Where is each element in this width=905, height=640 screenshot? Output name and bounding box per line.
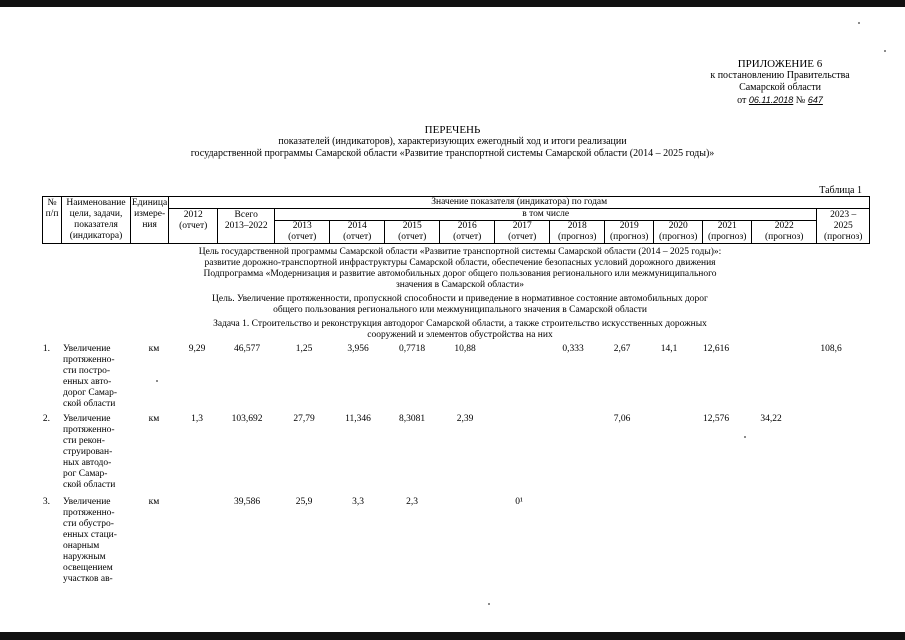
row-unit: км [148, 497, 160, 507]
col-2015-header: 2015 (отчет) [385, 221, 440, 244]
appendix-date-line [700, 94, 860, 107]
value-2021: 12,616 [702, 344, 730, 354]
col-2019-header: 2019 (прогноз) [605, 221, 654, 244]
value-2015: 0,7718 [398, 344, 426, 354]
value-2015: 2,3 [406, 497, 418, 507]
scan-speck [858, 22, 860, 24]
table-number: Таблица 1 [819, 185, 862, 196]
col-num-header: № п/п [43, 197, 62, 244]
row-number: 1. [42, 344, 50, 354]
appendix-block [700, 58, 860, 107]
scan-speck [156, 380, 158, 382]
document-heading [100, 124, 805, 160]
task-line-2: сооружений и элементов обустройства на них [367, 330, 553, 340]
col-2017-header: 2017 (отчет) [495, 221, 550, 244]
col-2022-header: 2022 (прогноз) [752, 221, 817, 244]
aim-line-1: Цель. Увеличение протяженности, пропускной способности и приведение в нормативное состояние автомобильных дорог [212, 294, 708, 304]
col-2014-header: 2014 (отчет) [330, 221, 385, 244]
value-total: 46,577 [233, 344, 261, 354]
col-2012-header: 2012 (отчет) [169, 209, 218, 244]
heading-line1: показателей (индикаторов), характеризующих ежегодный ход и итоги реализации [278, 136, 627, 147]
appendix-line1: к постановлению Правительства [710, 70, 850, 81]
row-unit: км [148, 414, 160, 424]
value-total: 103,692 [231, 414, 263, 424]
task-line-1: Задача 1. Строительство и реконструкция автодорог Самарской области, а также строительство искусственных дорожных [213, 319, 707, 329]
value-2018: 0,333 [562, 344, 584, 354]
appendix-title: ПРИЛОЖЕНИЕ 6 [737, 58, 823, 70]
values-group-header: Значение показателя (индикатора) по годам [169, 197, 870, 209]
col-2023-2025-header: 2023 – 2025 (прогноз) [817, 209, 870, 244]
col-name-header: Наименование цели, задачи, показателя (индикатора) [62, 197, 131, 244]
col-2021-header: 2021 (прогноз) [703, 221, 752, 244]
value-2012: 1,3 [191, 414, 203, 424]
value-2021: 12,576 [702, 414, 730, 424]
value-total: 39,586 [233, 497, 261, 507]
handwritten-number: 647 [807, 95, 823, 105]
value-2013: 1,25 [295, 344, 313, 354]
row-name: Увеличение протяженно- сти рекон- струирован- ных автодо- рог Самар- ской области [63, 414, 116, 490]
col-2016-header: 2016 (отчет) [440, 221, 495, 244]
value-2022: 34,22 [760, 414, 782, 424]
subprogram-line-1: Подпрограмма «Модернизация и развитие автомобильных дорог общего пользования регионального или межмуниципального [203, 269, 717, 279]
handwritten-date: 06.11.2018 [748, 95, 794, 105]
scan-top-edge [0, 0, 905, 7]
col-2020-header: 2020 (прогноз) [654, 221, 703, 244]
value-2020: 14,1 [660, 344, 678, 354]
row-unit: км [148, 344, 160, 354]
row-name: Увеличение протяженно- сти постро- енных авто- дорог Самар- ской области [63, 344, 117, 409]
table-header [42, 196, 870, 244]
value-2023-2025: 108,6 [820, 344, 842, 354]
value-2019: 2,67 [613, 344, 631, 354]
document-title: ПЕРЕЧЕНЬ [424, 124, 481, 136]
date-prefix: от [737, 95, 747, 106]
appendix-line2: Самарской области [739, 82, 821, 93]
value-2017: 0¹ [515, 497, 523, 507]
value-2014: 3,3 [352, 497, 364, 507]
value-2019: 7,06 [613, 414, 631, 424]
scan-bottom-edge [0, 632, 905, 640]
value-2016: 2,39 [456, 414, 474, 424]
scan-speck [884, 50, 886, 52]
aim-line-2: общего пользования регионального или межмуниципального значения в Самарской области [273, 305, 647, 315]
value-2014: 11,346 [345, 414, 371, 424]
row-number: 2. [42, 414, 50, 424]
value-2013: 25,9 [295, 497, 313, 507]
col-2018-header: 2018 (прогноз) [550, 221, 605, 244]
value-2016: 10,88 [454, 344, 476, 354]
value-2014: 3,956 [347, 344, 369, 354]
scan-speck [488, 603, 490, 605]
goal-line-2: развитие дорожно-транспортной инфраструктуры Самарской области, обеспечение безопасных условий дорожного движения [204, 258, 716, 268]
col-2013-header: 2013 (отчет) [275, 221, 330, 244]
subprogram-line-2: значения в Самарской области» [396, 280, 524, 290]
col-unit-header: Единица измере- ния [131, 197, 169, 244]
row-name: Увеличение протяженно- сти обустро- енных стаци- онарным наружным освещением участков ав- [63, 497, 117, 584]
value-2013: 27,79 [293, 414, 315, 424]
heading-line2: государственной программы Самарской области «Развитие транспортной системы Самарской области (2014 – 2025 годы)» [190, 148, 715, 159]
number-sign: № [795, 95, 806, 106]
goal-line-1: Цель государственной программы Самарской области «Развитие транспортной системы Самарской области (2014 – 2025 годы)»: [198, 247, 722, 257]
value-2012: 9,29 [188, 344, 206, 354]
including-header: в том числе [275, 209, 817, 221]
col-total-header: Всего 2013–2022 [218, 209, 275, 244]
row-number: 3. [42, 497, 50, 507]
scan-speck [744, 436, 746, 438]
value-2015: 8,3081 [398, 414, 426, 424]
